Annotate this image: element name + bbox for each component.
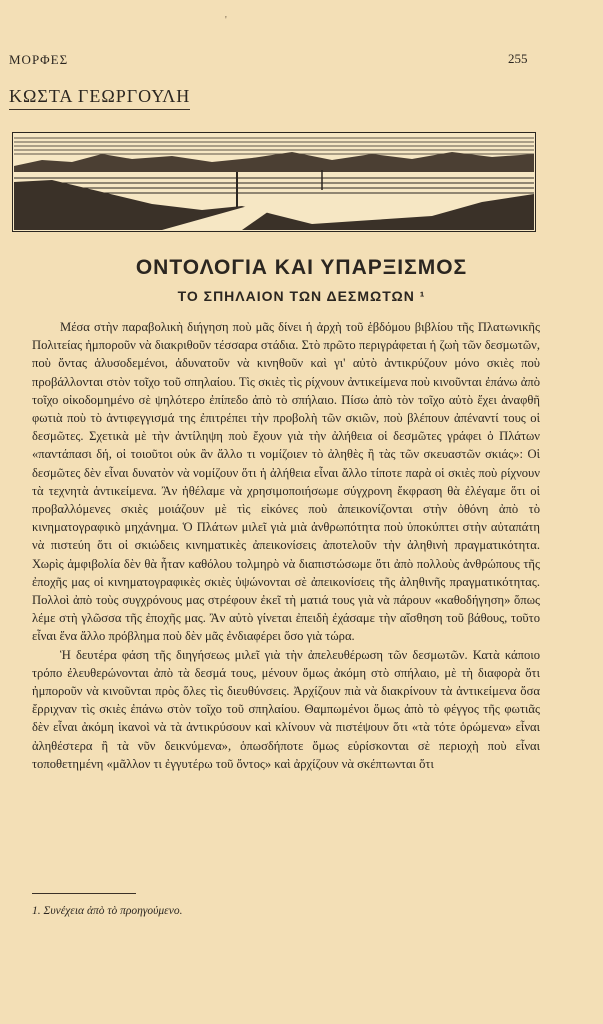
landscape-illustration [12,132,536,232]
paragraph-1: Μέσα στὴν παραβολικὴ διήγηση ποὺ μᾶς δίνει ἡ ἀρχὴ τοῦ ἑβδόμου βιβλίου τῆς Πλατωνικῆς Πολιτείας ἠμποροῦν νὰ διακριθοῦν τέσσαρα στάδια. Στὸ πρῶτο περιγράφεται ἡ ζωὴ τῶν δεσμωτῶν, ποὺ ὄντας ἁλυσοδεμένοι, ἀδυνατοῦν νὰ κινηθοῦν καὶ γι' αὐτὸ ἀντικρύζουν μόνο σκιὲς ποὺ προβάλλονται στὸν τοῖχο τοῦ σπηλαίου. Τὶς σκιὲς τὶς ρίχνουν ἀντικείμενα ποὺ κινοῦνται ἐπάνω ἀπὸ τοῖχο οἰκοδομημένο σὲ ψηλότερο ἐπίπεδο ἀπὸ τὸ σπήλαιο. Πίσω ἀπὸ τὸν τοῖχο αὐτὸ ἔχει ἀναφθῆ φωτιὰ ποὺ τὸ ἀντιφεγγισμά της ἐπιτρέπει τὴν προβολὴ τῶν σκιῶν, ποὺ βλέπουν ἀπέναντί τους οἱ δεσμῶτες. Σχετικὰ μὲ τὴν ἀντίληψη ποὺ ἔχουν γιὰ τὴν ἀλήθεια οἱ δεσμῶτες γράφει ὁ Πλάτων «παντάπασι δή, οἱ τοιοῦτοι οὐκ ἂν ἄλλο τι νομίζοιεν τὸ ἀληθὲς ἢ τὰς τῶν σκευαστῶν σκιάς»: Οἱ δεσμῶτες δὲν εἶναι δυνατὸν νὰ νομίζουν ὅτι ἡ ἀλήθεια εἶναι ἄλλο τίποτε παρὰ οἱ σκιὲς ποὺ ρίχνουν τὰ τεχνητὰ ἀντικείμενα. Ἂν ἠθέλαμε νὰ χρησιμοποιήσωμε σύγχρονη ἔκφραση θὰ ἐλέγαμε ὅτι οἱ προβαλλόμενες σκιὲς μοιάζουν μὲ τὶς εἰκόνες ποὺ ἀπεικονίζονται στὴν ὀθόνη ἀπὸ τὸ κινηματογραφικὸ μηχάνημα. Ὁ Πλάτων μιλεῖ γιὰ μιὰ ἀνθρωπότητα ποὺ ὑποκύπτει στὴν αὐταπάτη νὰ πιστεύη ὅτι οἱ σκιώδεις κινηματικὲς ἀπεικονίσεις ἀποτελοῦν τὴν ἀληθινὴ πραγματικότητα. Χωρὶς ἀμφιβολία δὲν θὰ ἦταν καθόλου τολμηρὸ νὰ διαπιστώσωμε ὅτι ἀπὸ πολλοὺς ἀνθρώπους τῆς ἐποχῆς μας οἱ κινηματογραφικὲς σκιὲς ὑψώνονται σὲ ἀπεικονίσεις τῆς ἀληθινῆς πραγματικότητας. Πολλοὶ ἀπὸ τοὺς συγχρόνους μας στρέφουν ἐκεῖ τὴ ματιά τους γιὰ νὰ πάρουν «καθοδήγηση» ὅπως λέμε στὴ γλῶσσα τῆς ἐποχῆς μας. Ἂν αὐτὸ γίνεται ἐπειδὴ ἐχάσαμε τὴν αἴσθηση τοῦ βάθους, τοῦτο εἶναι ἕνα ἄλλο πρόβλημα ποὺ δὲν μᾶς ἐνδιαφέρει ὅσο γιὰ τώρα. [32,320,540,644]
paragraph-2: Ἡ δευτέρα φάση τῆς διηγήσεως μιλεῖ γιὰ τὴν ἀπελευθέρωση τῶν δεσμωτῶν. Κατὰ κάποιο τρόπο ἐλευθερώνονται ἀπὸ τὰ δεσμά τους, μένουν ὅμως ἀκόμη στὸ σπήλαιο, μὲ τὴ διαφορὰ ὅτι ἠμποροῦν νὰ κινοῦνται πρὸς ὅλες τὶς διευθύνσεις. Ἀρχίζουν πιὰ νὰ διακρίνουν τὰ ἀντικείμενα ὅσα ἔρριχναν τὶς σκιὲς ἐπάνω στὸν τοῖχο τοῦ σπηλαίου. Θαμπωμένοι ὅμως ἀπὸ τὸ φέγγος τῆς φωτιᾶς δὲν εἶναι ἀκόμη ἱκανοὶ νὰ τὰ ἀντικρύσουν καὶ κλίνουν νὰ πιστέψουν ὅτι «τὰ τότε ὁρώμενα» εἶναι ἀληθέστερα ἢ τὰ νῦν δεικνύμενα», ὁπωσδήποτε ὅμως εὑρίσκονται σὲ περιοχὴ ποὺ εἶναι τοποθετημένη «μᾶλλον τι ἐγγυτέρω τοῦ ὄντος» καὶ ἀρχίζουν νὰ σκέπτωνται ὅτι [32,647,540,771]
footnote: 1. Συνέχεια ἀπὸ τὸ προηγούμενο. [32,905,183,917]
journal-name: ΜΟΡΦΕΣ [9,52,69,67]
article-body [32,318,540,773]
page-number: 255 [508,51,528,66]
author-name: ΚΩΣΤΑ ΓΕΩΡΓΟΥΛΗ [9,86,190,110]
article-subtitle: ΤΟ ΣΠΗΛΑΙΟΝ ΤΩΝ ΔΕΣΜΩΤΩΝ ¹ [177,288,426,304]
margin-mark: ' [225,15,227,26]
article-title: ΟΝΤΟΛΟΓΙΑ ΚΑΙ ΥΠΑΡΞΙΣΜΟΣ [135,256,468,279]
footnote-rule [32,893,136,894]
